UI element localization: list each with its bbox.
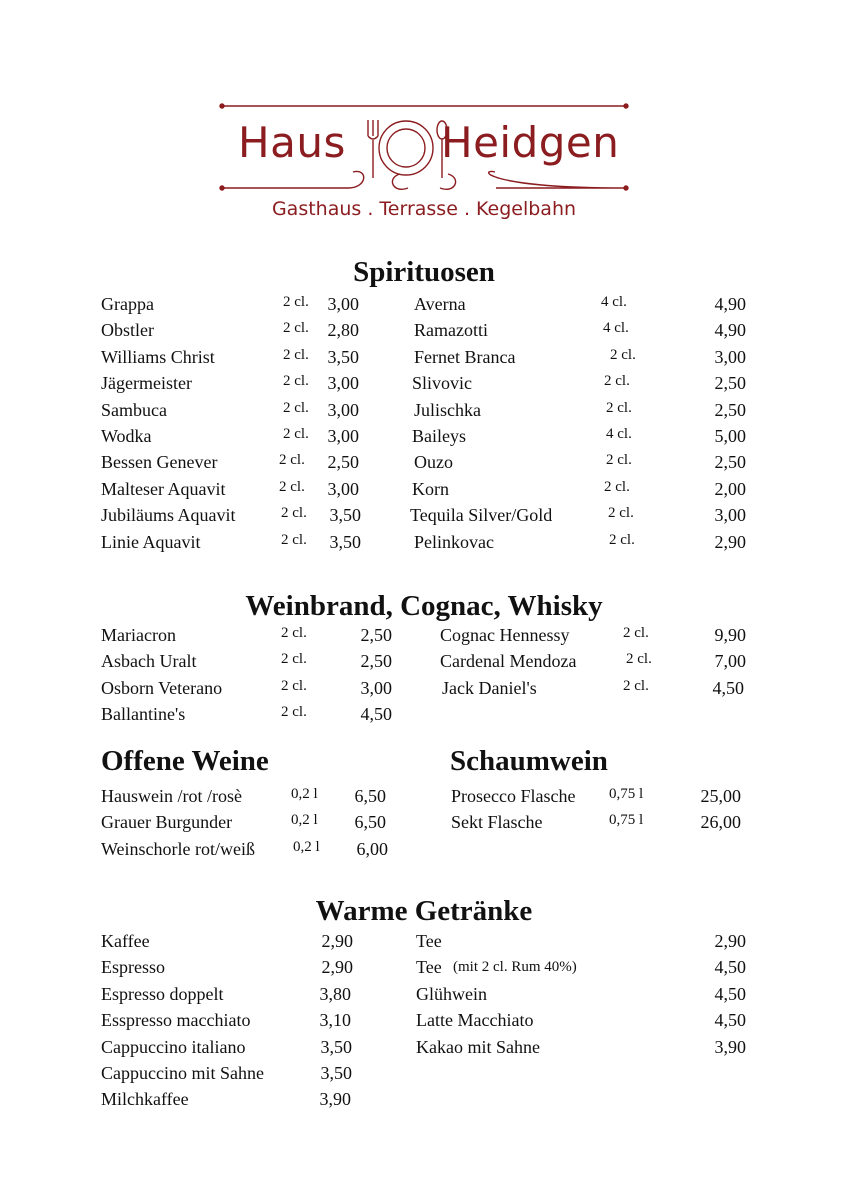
list-item xyxy=(416,1037,756,1063)
warme-left-list xyxy=(101,931,371,1116)
item-qty: 0,75 l xyxy=(609,812,644,829)
item-name: Baileys xyxy=(412,425,466,446)
list-item xyxy=(101,839,401,865)
item-name: Milchkaffee xyxy=(101,1089,189,1110)
item-name: Pelinkovac xyxy=(414,531,494,552)
item-name: Esspresso macchiato xyxy=(101,1010,251,1031)
item-name: Espresso xyxy=(101,957,165,978)
section-title-spirituosen: Spirituosen xyxy=(353,256,495,288)
item-name: Sambuca xyxy=(101,399,167,420)
item-price: 6,00 xyxy=(356,838,388,859)
item-name: Linie Aquavit xyxy=(101,531,201,552)
list-item xyxy=(412,373,752,399)
item-price: 3,10 xyxy=(319,1010,351,1031)
list-item xyxy=(101,373,371,399)
item-name: Jack Daniel's xyxy=(442,677,537,698)
item-price: 4,50 xyxy=(714,1010,746,1031)
item-price: 3,50 xyxy=(327,346,359,367)
item-name: Tee xyxy=(416,931,442,951)
section-title-offene-weine: Offene Weine xyxy=(101,745,269,777)
item-name: Cappuccino italiano xyxy=(101,1036,246,1057)
section-title-schaumwein: Schaumwein xyxy=(450,745,608,777)
item-qty: 2 cl. xyxy=(281,677,307,694)
item-price: 2,90 xyxy=(714,531,746,552)
item-price: 3,80 xyxy=(319,983,351,1004)
item-name: Prosecco Flasche xyxy=(451,786,576,806)
item-name: Williams Christ xyxy=(101,346,215,367)
item-name: Sekt Flasche xyxy=(451,812,543,833)
list-item xyxy=(101,625,401,651)
list-item xyxy=(101,957,371,983)
list-item xyxy=(416,1010,756,1036)
weinbrand-left-list xyxy=(101,625,401,731)
item-name: Obstler xyxy=(101,320,154,341)
item-qty: 2 cl. xyxy=(623,625,649,641)
item-qty: 2 cl. xyxy=(609,531,635,548)
item-price: 25,00 xyxy=(700,786,741,806)
item-name: Weinschorle rot/weiß xyxy=(101,838,256,859)
item-name: Grauer Burgunder xyxy=(101,812,233,833)
item-qty: 4 cl. xyxy=(606,425,632,442)
item-price: 2,90 xyxy=(714,931,746,951)
item-price: 3,90 xyxy=(319,1089,351,1110)
item-price: 4,50 xyxy=(714,957,746,978)
item-price: 3,00 xyxy=(714,505,746,526)
item-name: Ramazotti xyxy=(414,320,488,341)
item-qty: 2 cl. xyxy=(279,478,305,495)
list-item xyxy=(101,347,371,373)
item-qty: 2 cl. xyxy=(604,478,630,495)
list-item xyxy=(101,294,371,320)
item-name: Mariacron xyxy=(101,625,176,645)
item-name: Korn xyxy=(412,478,449,499)
list-item xyxy=(101,1010,371,1036)
item-price: 2,00 xyxy=(714,478,746,499)
list-item xyxy=(101,532,371,558)
item-qty: 2 cl. xyxy=(281,651,307,668)
list-item xyxy=(412,452,752,478)
item-price: 2,50 xyxy=(327,452,359,473)
list-item xyxy=(101,479,371,505)
list-item xyxy=(101,1037,371,1063)
item-price: 4,50 xyxy=(712,677,744,698)
item-qty: 2 cl. xyxy=(281,531,307,548)
item-price: 3,00 xyxy=(327,399,359,420)
list-item xyxy=(101,984,371,1010)
item-price: 26,00 xyxy=(700,812,741,833)
list-item xyxy=(101,505,371,531)
list-item xyxy=(101,651,401,677)
item-price: 3,00 xyxy=(327,294,359,314)
list-item xyxy=(412,426,752,452)
item-price: 2,50 xyxy=(714,373,746,394)
section-title-warme-getraenke: Warme Getränke xyxy=(315,895,533,927)
item-price: 9,90 xyxy=(714,625,746,645)
offene-weine-list xyxy=(101,786,401,865)
item-qty: 2 cl. xyxy=(283,346,309,363)
list-item xyxy=(101,931,371,957)
spirituosen-right-list xyxy=(412,294,752,558)
item-name: Malteser Aquavit xyxy=(101,478,226,499)
list-item xyxy=(101,678,401,704)
list-item xyxy=(440,625,760,651)
item-name: Tequila Silver/Gold xyxy=(410,505,553,526)
schaumwein-list xyxy=(451,786,751,839)
item-name: Kakao mit Sahne xyxy=(416,1036,540,1057)
list-item xyxy=(412,320,752,346)
item-name: Cognac Hennessy xyxy=(440,625,570,645)
list-item xyxy=(416,957,756,983)
section-title-weinbrand: Weinbrand, Cognac, Whisky xyxy=(245,590,603,622)
list-item xyxy=(101,786,401,812)
warme-right-list xyxy=(416,931,756,1063)
item-name: Ballantine's xyxy=(101,704,186,725)
item-qty: 0,2 l xyxy=(293,838,320,855)
list-item xyxy=(412,479,752,505)
list-item xyxy=(101,426,371,452)
list-item xyxy=(101,1089,371,1115)
item-qty: 2 cl. xyxy=(281,625,307,641)
item-name: Wodka xyxy=(101,425,152,446)
tagline: Gasthaus . Terrasse . Kegelbahn xyxy=(271,198,577,220)
item-price: 3,50 xyxy=(329,531,361,552)
item-price: 2,80 xyxy=(327,320,359,341)
item-price: 3,00 xyxy=(327,425,359,446)
item-qty: 2 cl. xyxy=(606,452,632,469)
item-price: 5,00 xyxy=(714,425,746,446)
brand-name-right: Heidgen xyxy=(441,118,620,167)
item-price: 3,00 xyxy=(327,373,359,394)
item-qty: 2 cl. xyxy=(626,651,652,668)
brand-name-left: Haus xyxy=(238,118,346,167)
item-price: 2,50 xyxy=(714,452,746,473)
item-price: 3,00 xyxy=(360,677,392,698)
item-price: 2,50 xyxy=(714,399,746,420)
item-price: 6,50 xyxy=(354,786,386,806)
item-qty: 2 cl. xyxy=(283,320,309,337)
item-name: Glühwein xyxy=(416,983,487,1004)
item-price: 3,00 xyxy=(714,346,746,367)
item-name: Jubiläums Aquavit xyxy=(101,505,236,526)
item-name: Slivovic xyxy=(412,373,473,394)
list-item xyxy=(416,984,756,1010)
list-item xyxy=(101,320,371,346)
item-name: Kaffee xyxy=(101,931,150,951)
list-item xyxy=(412,347,752,373)
list-item xyxy=(451,786,751,812)
item-qty: 0,2 l xyxy=(291,812,318,829)
item-price: 3,50 xyxy=(320,1062,352,1083)
item-price: 3,50 xyxy=(320,1036,352,1057)
item-name: Ouzo xyxy=(414,452,453,473)
item-price: 4,50 xyxy=(714,983,746,1004)
item-qty: 2 cl. xyxy=(283,399,309,416)
item-price: 4,90 xyxy=(714,320,746,341)
item-price: 2,50 xyxy=(360,625,392,645)
list-item xyxy=(412,532,752,558)
item-name: Hauswein /rot /rosè xyxy=(101,786,242,806)
item-qty: 4 cl. xyxy=(603,320,629,337)
item-qty: 2 cl. xyxy=(279,452,305,469)
item-qty: 2 cl. xyxy=(281,505,307,522)
list-item xyxy=(101,1063,371,1089)
list-item xyxy=(101,704,401,730)
list-item xyxy=(440,678,760,704)
item-qty: 2 cl. xyxy=(604,373,630,390)
item-name: Latte Macchiato xyxy=(416,1010,534,1031)
item-name: Tee xyxy=(416,957,442,978)
item-price: 2,90 xyxy=(321,957,353,978)
item-price: 2,50 xyxy=(360,651,392,672)
item-price: 3,50 xyxy=(329,505,361,526)
item-qty: 2 cl. xyxy=(608,505,634,522)
list-item xyxy=(412,400,752,426)
list-item xyxy=(101,452,371,478)
item-name: Osborn Veterano xyxy=(101,677,223,698)
list-item xyxy=(101,812,401,838)
item-price: 4,90 xyxy=(714,294,746,314)
item-name: Julischka xyxy=(414,399,481,420)
item-qty: 2 cl. xyxy=(283,425,309,442)
list-item xyxy=(412,505,752,531)
item-qty: 2 cl. xyxy=(283,373,309,390)
item-qty: 2 cl. xyxy=(606,399,632,416)
spirituosen-left-list xyxy=(101,294,371,558)
list-item xyxy=(416,931,756,957)
item-price: 3,00 xyxy=(327,478,359,499)
item-name: Bessen Genever xyxy=(101,452,218,473)
item-name: Grappa xyxy=(101,294,154,314)
list-item xyxy=(440,651,760,677)
item-name: Espresso doppelt xyxy=(101,983,224,1004)
item-qty: 0,75 l xyxy=(609,786,644,802)
item-name: Cardenal Mendoza xyxy=(440,651,577,672)
list-item xyxy=(412,294,752,320)
item-name: Cappuccino mit Sahne xyxy=(101,1062,264,1083)
item-qty: 2 cl. xyxy=(623,677,649,694)
item-price: 6,50 xyxy=(354,812,386,833)
item-name: Fernet Branca xyxy=(414,346,516,367)
item-qty: 2 cl. xyxy=(283,294,309,310)
item-name: Averna xyxy=(414,294,466,314)
weinbrand-right-list xyxy=(440,625,760,704)
item-price: 3,90 xyxy=(714,1036,746,1057)
item-name: Jägermeister xyxy=(101,373,192,394)
item-qty: 0,2 l xyxy=(291,786,318,802)
item-price: 2,90 xyxy=(321,931,353,951)
item-price: 4,50 xyxy=(360,704,392,725)
item-qty: 2 cl. xyxy=(281,704,307,721)
item-qty: 2 cl. xyxy=(610,346,636,363)
list-item xyxy=(451,812,751,838)
item-note: (mit 2 cl. Rum 40%) xyxy=(453,959,577,976)
item-name: Asbach Uralt xyxy=(101,651,197,672)
item-price: 7,00 xyxy=(714,651,746,672)
item-qty: 4 cl. xyxy=(601,294,627,310)
list-item xyxy=(101,400,371,426)
